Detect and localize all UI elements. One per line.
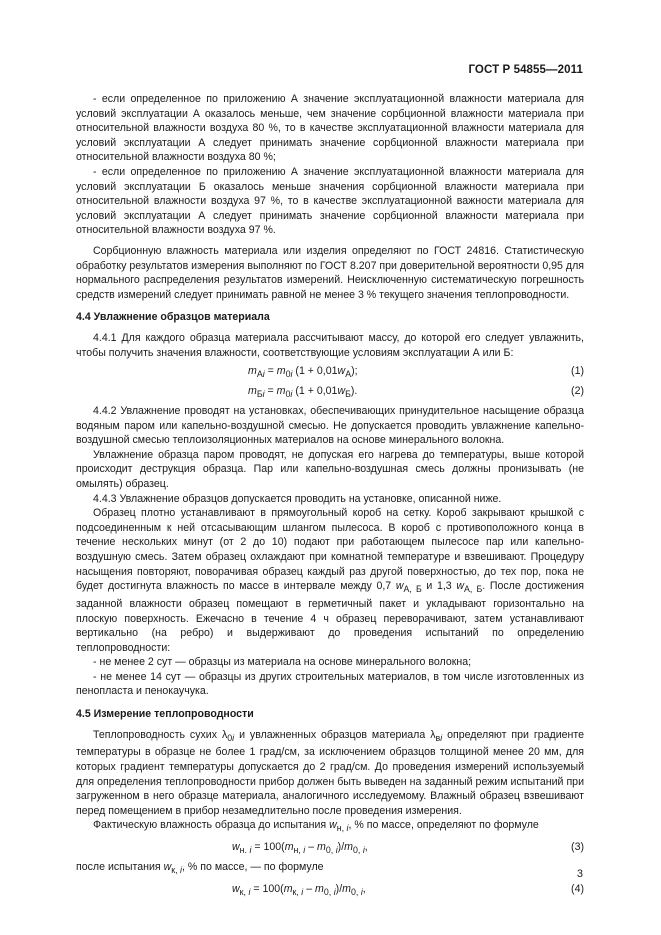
- list-item-other: - не менее 14 сут — образцы из других строительных материалов, в том числе изготовленных из пенопласта и пенокаучука.: [76, 670, 584, 698]
- paragraph-condition-a: - если определенное по приложению А значение эксплуатационной влажности материала для условий эксплуатации А оказалось меньше, чем значение сорбционной влажности материала при относительной влажности воздуха 80 %, то в качестве эксплуатационной влажности материала для условий эксплуатации А следует принимать значение сорбционной влажности материала при относительной влажности воздуха 80 %;: [76, 93, 584, 164]
- paragraph-condition-b: - если определенное по приложению А значение эксплуатационной влажности материала для условий эксплуатации Б оказалось меньше значения сорбционной влажности материала при относительной влажности воздуха 97 %, то в качестве эксплуатационной важности материала для условий эксплуатации А следует принимать значение сорбционной влажности материала при относительной влажности воздуха 97 %.: [76, 165, 584, 237]
- formula-4-number: (4): [571, 882, 584, 895]
- formula-1: [76, 364, 584, 380]
- paragraph-after-test: после испытания $w_{к, i}$, % по массе, — по формуле: [76, 861, 324, 876]
- formula-1-number: (1): [571, 365, 584, 378]
- formula-2-expression: $m_{Бi} = m_{0i}$ $(1 + 0,01w_Б)$.: [248, 385, 358, 400]
- formula-3-expression: $w_{н. i} = 100(m_{н, i} - m_{0, i})/m_{0, i}$,: [232, 841, 368, 856]
- formula-4: [76, 882, 584, 898]
- section-heading-4-4: 4.4 Увлажнение образцов материала: [76, 311, 270, 324]
- paragraph-4-4-3: 4.4.3 Увлажнение образцов допускается проводить на установке, описанной ниже.: [93, 492, 502, 505]
- paragraph-steam: Увлажнение образца паром проводят, не допуская его нагрева до температуры, выше которой происходит деструкция образца. Пар или капельно-воздушная смесь должны пронизывать (не омылять) образец.: [76, 448, 584, 491]
- paragraph-actual-moisture: Фактическую влажность образца до испытания $w_{н, i}$, % по массе, определяют по формуле: [93, 819, 539, 834]
- formula-1-expression: $m_{Аi} = m_{0i}$ $(1 + 0,01w_А)$;: [248, 365, 358, 380]
- page-number: 3: [576, 868, 583, 880]
- paragraph-sorption: Сорбционную влажность материала или изделия определяют по ГОСТ 24816. Статистическую обработку результатов измерения выполняют по ГОСТ 8.207 при доверительной вероятности 0,95 для нормального распределения результатов измерений. Неисключенную систематическую погрешность средств измерений следует принимать равной не менее 3 % текущего значения теплопроводности.: [76, 244, 584, 301]
- paragraph-procedure: Образец плотно устанавливают в прямоугольный короб на сетку. Короб закрывают крышкой с подсоединенным к ней отсасывающим шлангом пылесоса. В короб с противоположного конца в течение нескольких минут (от 2 до 10) подают при работающем пылесосе пар или капельно-воздушную смесь. Затем образец охлаждают при комнатной температуре и взвешивают. Процедуру насыщения повторяют, поворачивая образец каждый раз другой поверхностью, до тех пор, пока не будет достигнута влажность по массе в интервале между 0,7 $w_{А, Б}$ и 1,3 $w_{А, Б}$. После достижения заданной влажности образец помещают в герметичный пакет и укладывают горизонтально на плоскую поверхность. Ежечасно в течение 4 ч образец переворачивают, затем устанавливают вертикально (на ребро) и выдерживают до проведения испытаний по определению теплопроводности:: [76, 507, 584, 654]
- formula-3-number: (3): [571, 841, 584, 854]
- list-item-mineral: - не менее 2 сут — образцы из материала на основе минерального волокна;: [93, 656, 472, 669]
- formula-2: [76, 384, 584, 400]
- formula-4-expression: $w_{к, i} = 100(m_{к, i} - m_{0, i})/m_{0, i}$,: [232, 882, 366, 897]
- standard-header: ГОСТ Р 54855—2011: [468, 64, 583, 76]
- paragraph-4-4-1: 4.4.1 Для каждого образца материала рассчитывают массу, до которой его следует увлажнить, чтобы получить значения влажности, соответствующие условиям эксплуатации А или Б:: [76, 331, 584, 359]
- formula-3: [76, 840, 584, 856]
- paragraph-4-5: Теплопроводность сухих $\lambda_{0i}$ и увлажненных образцов материала $\lambda_{вi}$ определяют при градиенте температуры в образце не более 1 град/см, за исключением образцов толщиной менее 20 мм, для которых градиент температуры допускается до 2 град/см. До проведения измерений используемый для определения теплопроводности прибор должен быть выведен на заданный режим испытаний при загруженном в него образце материала, аналогичного исследуемому. Влажный образец взвешивают перед помещением в прибор незамедлительно после проведения измерения.: [76, 728, 585, 817]
- formula-2-number: (2): [571, 385, 584, 398]
- paragraph-4-4-2: 4.4.2 Увлажнение проводят на установках, обеспечивающих принудительное насыщение образца водяным паром или капельно-воздушной смесью. Не допускается проводить увлажнение капельно-воздушной смесью теплоизоляционных материалов на основе минерального волокна.: [76, 405, 584, 447]
- section-heading-4-5: 4.5 Измерение теплопроводности: [76, 708, 254, 721]
- document-body: [76, 92, 584, 902]
